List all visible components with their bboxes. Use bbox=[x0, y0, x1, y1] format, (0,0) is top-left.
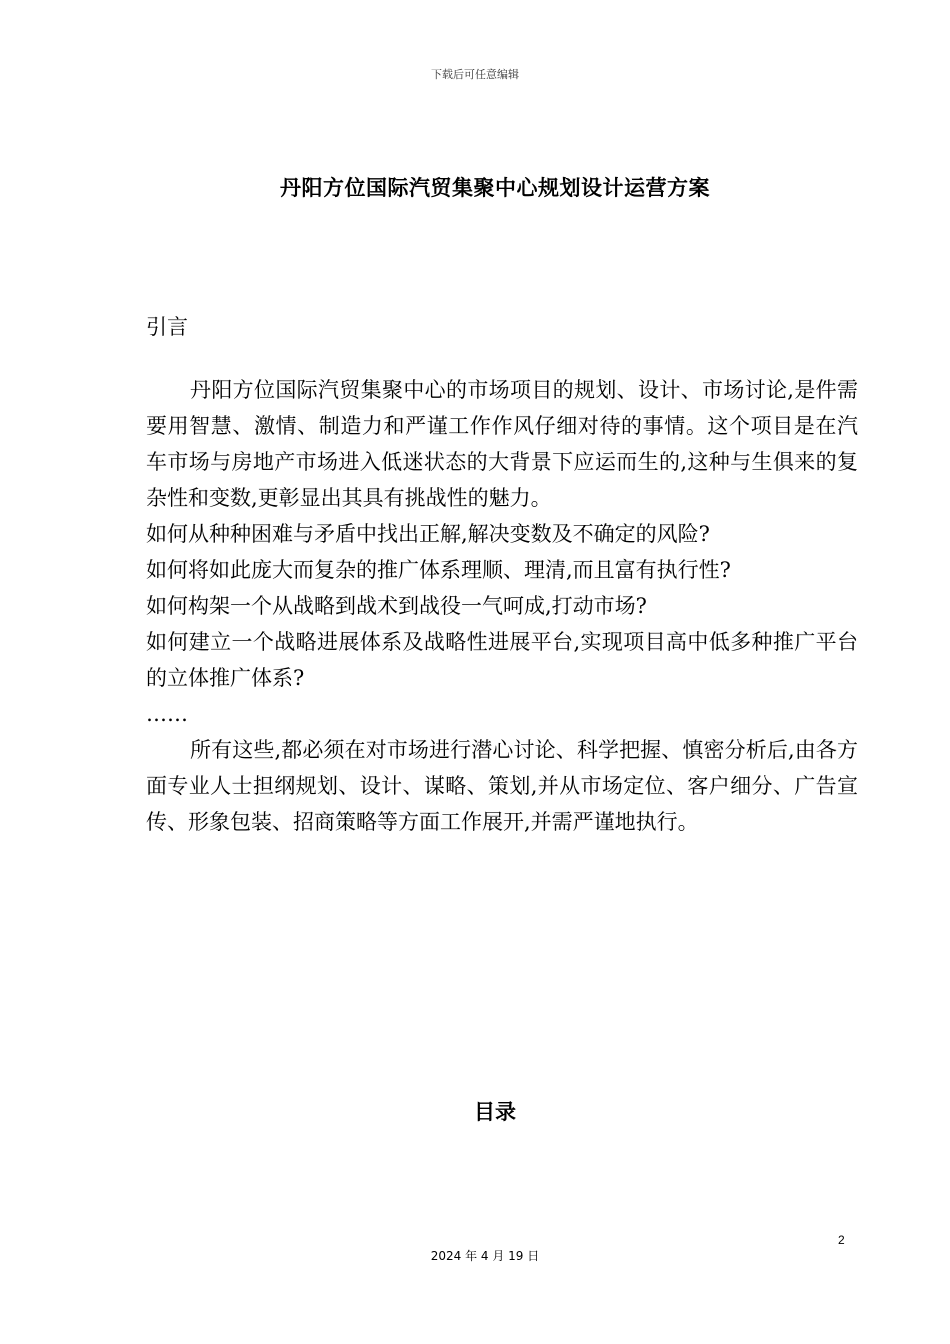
document-title: 丹阳方位国际汽贸集聚中心规划设计运营方案 bbox=[280, 176, 710, 200]
paragraph-intro: 丹阳方位国际汽贸集聚中心的市场项目的规划、设计、市场讨论,是件需要用智慧、激情、制造力和严谨工作作风仔细对待的事情。这个项目是在汽车市场与房地产市场进入低迷状态的大背景下应运而生的,这种与生俱来的复杂性和变数,更彰显出其具有挑战性的魅力。 bbox=[146, 378, 858, 510]
question-line: 如何建立一个战略进展体系及战略性进展平台,实现项目高中低多种推广平台的立体推广体系? bbox=[146, 630, 858, 690]
header-note: 下载后可任意编辑 bbox=[431, 68, 519, 81]
question-line: 如何将如此庞大而复杂的推广体系理顺、理清,而且富有执行性? bbox=[146, 558, 731, 582]
document-body bbox=[146, 372, 858, 840]
footer-date: 2024 年 4 月 19 日 bbox=[430, 1249, 540, 1263]
page-number: 2 bbox=[838, 1233, 845, 1247]
toc-title: 目录 bbox=[474, 1100, 516, 1124]
intro-heading: 引言 bbox=[146, 315, 188, 339]
question-line: 如何从种种困难与矛盾中找出正解,解决变数及不确定的风险? bbox=[146, 522, 710, 546]
paragraph-conclusion: 所有这些,都必须在对市场进行潜心讨论、科学把握、慎密分析后,由各方面专业人士担纲规划、设计、谋略、策划,并从市场定位、客户细分、广告宣传、形象包装、招商策略等方面工作展开,并需严谨地执行。 bbox=[146, 738, 858, 834]
ellipsis-line: …… bbox=[146, 702, 188, 726]
question-line: 如何构架一个从战略到战术到战役一气呵成,打动市场? bbox=[146, 594, 647, 618]
